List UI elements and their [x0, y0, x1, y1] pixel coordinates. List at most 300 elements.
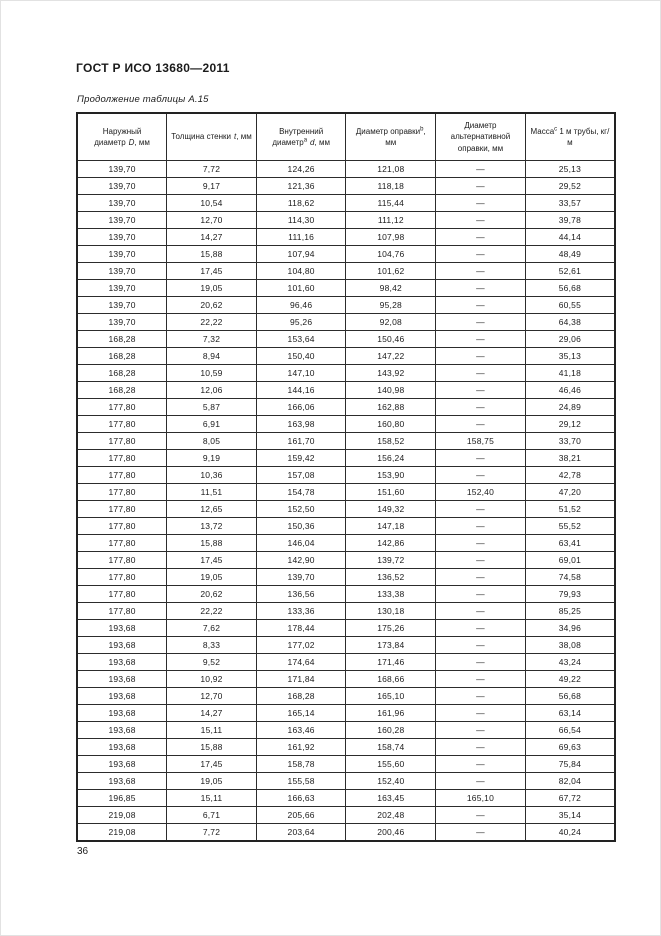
table-cell: — [436, 824, 526, 842]
table-cell: 35,14 [525, 807, 615, 824]
table-cell: 177,80 [77, 518, 167, 535]
table-cell: 178,44 [256, 620, 346, 637]
table-cell: 159,42 [256, 450, 346, 467]
table-cell: — [436, 756, 526, 773]
header-unit: , мм [134, 138, 150, 147]
table-cell: — [436, 399, 526, 416]
table-cell: — [436, 501, 526, 518]
table-cell: 7,72 [167, 824, 257, 842]
table-cell: 7,72 [167, 161, 257, 178]
table-cell: 95,26 [256, 314, 346, 331]
footnote-mark: b [420, 126, 424, 133]
table-cell: 139,70 [77, 246, 167, 263]
table-row [77, 501, 615, 518]
table-row [77, 314, 615, 331]
table-cell: 165,10 [436, 790, 526, 807]
header-text: Толщина стенки [171, 132, 232, 142]
table-cell: 140,98 [346, 382, 436, 399]
table-cell: 67,72 [525, 790, 615, 807]
table-row [77, 467, 615, 484]
table-cell: 171,46 [346, 654, 436, 671]
header-text: Диаметр альтернативной оправки, мм [450, 121, 511, 153]
table-cell: 19,05 [167, 280, 257, 297]
table-cell: 153,90 [346, 467, 436, 484]
table-cell: 9,17 [167, 178, 257, 195]
table-cell: 136,52 [346, 569, 436, 586]
table-row [77, 297, 615, 314]
table-cell: — [436, 195, 526, 212]
column-header-mandrel-diameter [346, 113, 436, 161]
header-unit: , мм [385, 126, 426, 147]
table-cell: 69,63 [525, 739, 615, 756]
table-cell: 104,76 [346, 246, 436, 263]
table-row [77, 620, 615, 637]
table-cell: — [436, 705, 526, 722]
table-cell: 5,87 [167, 399, 257, 416]
table-row [77, 807, 615, 824]
table-cell: 147,18 [346, 518, 436, 535]
table-cell: 12,70 [167, 212, 257, 229]
header-variable: d [310, 138, 315, 147]
table-cell: 60,55 [525, 297, 615, 314]
table-cell: 66,54 [525, 722, 615, 739]
table-cell: 79,93 [525, 586, 615, 603]
table-row [77, 756, 615, 773]
table-cell: — [436, 416, 526, 433]
table-cell: 10,59 [167, 365, 257, 382]
table-cell: 139,72 [346, 552, 436, 569]
table-cell: 12,70 [167, 688, 257, 705]
table-cell: 25,13 [525, 161, 615, 178]
table-cell: — [436, 552, 526, 569]
table-cell: 163,46 [256, 722, 346, 739]
table-cell: 155,58 [256, 773, 346, 790]
table-row [77, 518, 615, 535]
table-cell: — [436, 382, 526, 399]
table-cell: 177,80 [77, 603, 167, 620]
table-cell: — [436, 229, 526, 246]
table-cell: 146,04 [256, 535, 346, 552]
table-row [77, 688, 615, 705]
table-cell: 10,54 [167, 195, 257, 212]
table-cell: 69,01 [525, 552, 615, 569]
table-cell: 63,41 [525, 535, 615, 552]
table-cell: 34,96 [525, 620, 615, 637]
table-cell: 42,78 [525, 467, 615, 484]
table-cell: 139,70 [77, 229, 167, 246]
table-cell: 111,16 [256, 229, 346, 246]
table-row [77, 484, 615, 501]
table-cell: 177,80 [77, 501, 167, 518]
table-cell: 174,64 [256, 654, 346, 671]
header-text: диаметр [272, 138, 304, 147]
table-cell: 47,20 [525, 484, 615, 501]
table-cell: 193,68 [77, 688, 167, 705]
table-cell: 168,28 [77, 365, 167, 382]
table-cell: 139,70 [77, 195, 167, 212]
header-text: Масса [530, 126, 555, 136]
table-cell: 193,68 [77, 739, 167, 756]
table-cell: 143,92 [346, 365, 436, 382]
table-cell: 43,24 [525, 654, 615, 671]
table-cell: — [436, 246, 526, 263]
table-cell: 104,80 [256, 263, 346, 280]
table-row [77, 552, 615, 569]
table-row [77, 382, 615, 399]
table-cell: 75,84 [525, 756, 615, 773]
dimensions-table [76, 112, 616, 842]
table-cell: 15,11 [167, 722, 257, 739]
table-cell: 15,88 [167, 246, 257, 263]
table-cell: — [436, 212, 526, 229]
table-body [77, 161, 615, 842]
column-header-inner-diameter [256, 113, 346, 161]
table-row [77, 535, 615, 552]
table-cell: 177,80 [77, 467, 167, 484]
table-cell: 136,56 [256, 586, 346, 603]
table-cell: 139,70 [256, 569, 346, 586]
table-cell: 163,45 [346, 790, 436, 807]
table-cell: 8,33 [167, 637, 257, 654]
table-cell: 175,26 [346, 620, 436, 637]
table-cell: — [436, 280, 526, 297]
table-cell: 133,38 [346, 586, 436, 603]
column-header-alt-mandrel-diameter [436, 113, 526, 161]
column-header-mass [525, 113, 615, 161]
table-row [77, 637, 615, 654]
table-cell: 98,42 [346, 280, 436, 297]
table-cell: — [436, 722, 526, 739]
table-row [77, 773, 615, 790]
table-cell: 139,70 [77, 212, 167, 229]
table-cell: 15,11 [167, 790, 257, 807]
table-row [77, 263, 615, 280]
table-cell: 121,36 [256, 178, 346, 195]
table-cell: 166,63 [256, 790, 346, 807]
table-cell: 153,64 [256, 331, 346, 348]
table-cell: 202,48 [346, 807, 436, 824]
table-cell: — [436, 365, 526, 382]
table-cell: 154,78 [256, 484, 346, 501]
footnote-mark: a [303, 137, 308, 144]
table-cell: 147,22 [346, 348, 436, 365]
table-cell: 29,12 [525, 416, 615, 433]
table-cell: 177,80 [77, 433, 167, 450]
table-cell: 155,60 [346, 756, 436, 773]
table-cell: 17,45 [167, 263, 257, 280]
table-cell: 118,18 [346, 178, 436, 195]
table-row [77, 654, 615, 671]
table-cell: 219,08 [77, 824, 167, 842]
table-cell: 33,70 [525, 433, 615, 450]
table-cell: 101,60 [256, 280, 346, 297]
table-cell: 7,62 [167, 620, 257, 637]
table-cell: 168,28 [256, 688, 346, 705]
table-cell: 121,08 [346, 161, 436, 178]
table-cell: 177,80 [77, 535, 167, 552]
table-cell: 152,50 [256, 501, 346, 518]
table-cell: 74,58 [525, 569, 615, 586]
table-cell: 200,46 [346, 824, 436, 842]
table-row [77, 722, 615, 739]
table-cell: — [436, 773, 526, 790]
table-cell: 19,05 [167, 569, 257, 586]
table-cell: 193,68 [77, 722, 167, 739]
table-cell: 96,46 [256, 297, 346, 314]
table-row [77, 569, 615, 586]
table-cell: 10,92 [167, 671, 257, 688]
table-cell: 133,36 [256, 603, 346, 620]
document-title: ГОСТ Р ИСО 13680—2011 [76, 61, 230, 75]
table-cell: — [436, 671, 526, 688]
table-cell: 193,68 [77, 654, 167, 671]
table-cell: — [436, 637, 526, 654]
table-cell: 177,80 [77, 552, 167, 569]
table-cell: — [436, 807, 526, 824]
table-cell: 193,68 [77, 671, 167, 688]
table-cell: 139,70 [77, 314, 167, 331]
table-cell: — [436, 654, 526, 671]
table-cell: 6,91 [167, 416, 257, 433]
table-row [77, 161, 615, 178]
table-cell: 13,72 [167, 518, 257, 535]
table-caption: Продолжение таблицы А.15 [77, 94, 209, 105]
table-cell: 152,40 [436, 484, 526, 501]
table-cell: — [436, 348, 526, 365]
table-cell: 168,66 [346, 671, 436, 688]
table-cell: 39,78 [525, 212, 615, 229]
table-cell: 150,36 [256, 518, 346, 535]
table-cell: 38,21 [525, 450, 615, 467]
header-unit: 1 м трубы, кг/м [557, 126, 610, 147]
table-row [77, 331, 615, 348]
table-cell: 161,70 [256, 433, 346, 450]
table-cell: 168,28 [77, 331, 167, 348]
table-cell: 85,25 [525, 603, 615, 620]
table-cell: 38,08 [525, 637, 615, 654]
table-cell: 49,22 [525, 671, 615, 688]
table-cell: 177,80 [77, 586, 167, 603]
table-cell: 173,84 [346, 637, 436, 654]
table-cell: 193,68 [77, 620, 167, 637]
table-cell: 12,65 [167, 501, 257, 518]
table-cell: 95,28 [346, 297, 436, 314]
table-cell: 63,14 [525, 705, 615, 722]
table-row [77, 195, 615, 212]
table-cell: 168,28 [77, 348, 167, 365]
table-cell: 19,05 [167, 773, 257, 790]
column-header-wall-thickness [167, 113, 257, 161]
table-cell: 6,71 [167, 807, 257, 824]
table-cell: 114,30 [256, 212, 346, 229]
table-cell: 8,05 [167, 433, 257, 450]
table-cell: 165,10 [346, 688, 436, 705]
table-row [77, 603, 615, 620]
table-row [77, 671, 615, 688]
table-cell: 20,62 [167, 297, 257, 314]
table-cell: 150,46 [346, 331, 436, 348]
table-cell: 9,19 [167, 450, 257, 467]
table-cell: 20,62 [167, 586, 257, 603]
table-cell: 33,57 [525, 195, 615, 212]
table-cell: 193,68 [77, 705, 167, 722]
table-cell: 177,80 [77, 484, 167, 501]
table-cell: 158,78 [256, 756, 346, 773]
table-cell: 150,40 [256, 348, 346, 365]
header-text: Диаметр оправки [355, 126, 421, 136]
header-text: Внутренний [279, 126, 324, 136]
table-cell: 40,24 [525, 824, 615, 842]
table-cell: — [436, 161, 526, 178]
table-row [77, 790, 615, 807]
table-cell: 158,74 [346, 739, 436, 756]
table-cell: 144,16 [256, 382, 346, 399]
table-cell: 177,80 [77, 416, 167, 433]
table-cell: 193,68 [77, 773, 167, 790]
table-cell: 160,80 [346, 416, 436, 433]
table-cell: 147,10 [256, 365, 346, 382]
table-cell: 56,68 [525, 688, 615, 705]
table-cell: 193,68 [77, 756, 167, 773]
table-cell: 35,13 [525, 348, 615, 365]
table-cell: 8,94 [167, 348, 257, 365]
table-cell: 139,70 [77, 263, 167, 280]
table-cell: 118,62 [256, 195, 346, 212]
table-cell: 64,38 [525, 314, 615, 331]
table-row [77, 178, 615, 195]
table-cell: 48,49 [525, 246, 615, 263]
table-cell: — [436, 569, 526, 586]
column-header-outer-diameter [77, 113, 167, 161]
table-row [77, 416, 615, 433]
table-cell: 158,75 [436, 433, 526, 450]
table-cell: — [436, 620, 526, 637]
table-cell: 17,45 [167, 756, 257, 773]
table-cell: — [436, 739, 526, 756]
table-cell: 14,27 [167, 705, 257, 722]
table-row [77, 824, 615, 842]
table-cell: 46,46 [525, 382, 615, 399]
table-cell: 163,98 [256, 416, 346, 433]
table-cell: 115,44 [346, 195, 436, 212]
table-cell: 17,45 [167, 552, 257, 569]
table-cell: 56,68 [525, 280, 615, 297]
table-cell: 177,80 [77, 569, 167, 586]
table-row [77, 433, 615, 450]
table-cell: — [436, 603, 526, 620]
table-cell: — [436, 586, 526, 603]
header-unit: , мм [314, 138, 330, 147]
table-cell: 193,68 [77, 637, 167, 654]
table-cell: — [436, 178, 526, 195]
table-row [77, 280, 615, 297]
table-row [77, 212, 615, 229]
table-cell: 107,94 [256, 246, 346, 263]
table-cell: 24,89 [525, 399, 615, 416]
header-unit: , мм [236, 132, 252, 142]
table-cell: 11,51 [167, 484, 257, 501]
table-row [77, 246, 615, 263]
table-cell: — [436, 467, 526, 484]
page-number: 36 [77, 846, 89, 857]
header-variable: t [234, 132, 237, 142]
table-cell: 157,08 [256, 467, 346, 484]
table-cell: 205,66 [256, 807, 346, 824]
table-cell: 82,04 [525, 773, 615, 790]
table-cell: 160,28 [346, 722, 436, 739]
header-text: Наружный диаметр [94, 126, 142, 147]
table-cell: 158,52 [346, 433, 436, 450]
table-row [77, 705, 615, 722]
table-cell: — [436, 535, 526, 552]
table-cell: 15,88 [167, 535, 257, 552]
table-cell: 161,96 [346, 705, 436, 722]
table-cell: — [436, 688, 526, 705]
header-variable: D [128, 138, 135, 147]
table-cell: 7,32 [167, 331, 257, 348]
table-cell: 41,18 [525, 365, 615, 382]
table-row [77, 739, 615, 756]
table-cell: — [436, 450, 526, 467]
table-cell: 29,52 [525, 178, 615, 195]
table-cell: 130,18 [346, 603, 436, 620]
table-cell: 15,88 [167, 739, 257, 756]
table-row [77, 348, 615, 365]
table-cell: 124,26 [256, 161, 346, 178]
table-cell: 51,52 [525, 501, 615, 518]
header-row [77, 113, 615, 161]
table-cell: 219,08 [77, 807, 167, 824]
table-cell: 107,98 [346, 229, 436, 246]
table-row [77, 450, 615, 467]
table-cell: 165,14 [256, 705, 346, 722]
table-cell: 177,80 [77, 399, 167, 416]
table-cell: — [436, 297, 526, 314]
table-cell: 161,92 [256, 739, 346, 756]
table-cell: 156,24 [346, 450, 436, 467]
table-row [77, 229, 615, 246]
table-cell: 14,27 [167, 229, 257, 246]
table-cell: 166,06 [256, 399, 346, 416]
table-cell: 168,28 [77, 382, 167, 399]
table-cell: 139,70 [77, 178, 167, 195]
table-cell: 22,22 [167, 314, 257, 331]
table-cell: 151,60 [346, 484, 436, 501]
table-row [77, 586, 615, 603]
table-cell: 177,80 [77, 450, 167, 467]
table-cell: 171,84 [256, 671, 346, 688]
table-cell: 196,85 [77, 790, 167, 807]
table-cell: 22,22 [167, 603, 257, 620]
table-cell: 139,70 [77, 297, 167, 314]
table-cell: 12,06 [167, 382, 257, 399]
table-cell: 44,14 [525, 229, 615, 246]
table-row [77, 365, 615, 382]
table-cell: 142,90 [256, 552, 346, 569]
table-row [77, 399, 615, 416]
table-cell: 55,52 [525, 518, 615, 535]
table-cell: 101,62 [346, 263, 436, 280]
table-cell: 52,61 [525, 263, 615, 280]
table-cell: — [436, 263, 526, 280]
table-cell: 111,12 [346, 212, 436, 229]
table-cell: 29,06 [525, 331, 615, 348]
table-cell: 139,70 [77, 280, 167, 297]
table-cell: 92,08 [346, 314, 436, 331]
table-cell: 139,70 [77, 161, 167, 178]
table-cell: 9,52 [167, 654, 257, 671]
table-cell: — [436, 314, 526, 331]
